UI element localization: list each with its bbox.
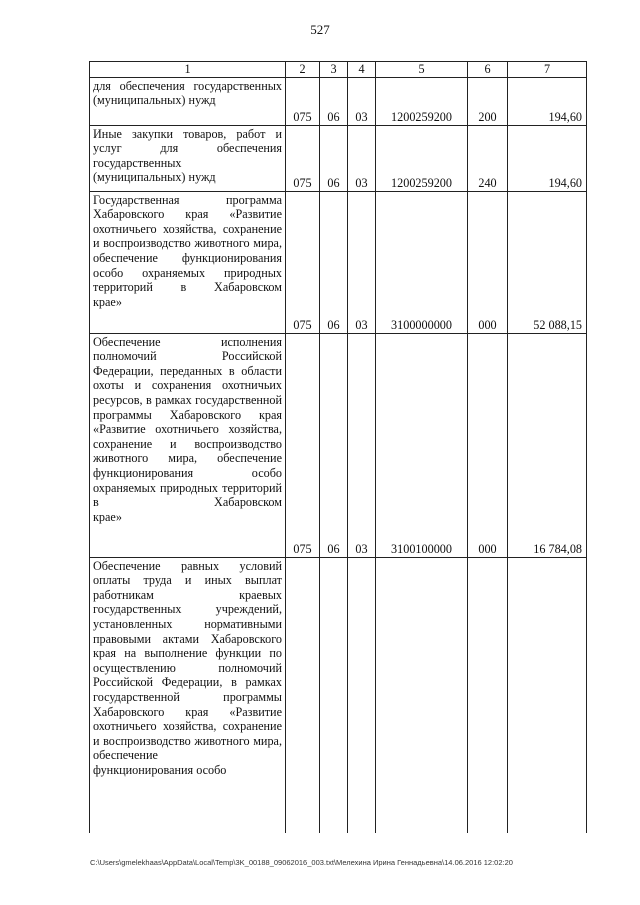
description-text: хозяйства, сохранение и [93, 719, 282, 748]
description-text: программы Хабаровского края [93, 689, 282, 719]
admin-code-cell: 075 [286, 333, 320, 557]
description-text: услуг для обеспечения [93, 141, 282, 156]
description-text: правовыми актами [93, 631, 199, 646]
description-text: территорий в Хабаровском [93, 280, 282, 295]
row-description [90, 77, 286, 125]
header-col-2: 2 [286, 62, 320, 78]
description-text: Обеспечение равных условий [93, 558, 282, 573]
header-col-7: 7 [508, 62, 587, 78]
description-last-line: (муниципальных) нужд [93, 170, 216, 185]
section-code-cell: 06 [320, 191, 348, 333]
description-text: полномочий Российской [93, 349, 282, 364]
description-text: «Развитие охотничьего [93, 704, 282, 734]
table-row [90, 191, 587, 333]
row-description [90, 191, 286, 333]
description-text: Хабаровского края на [93, 631, 282, 661]
amount-cell: 52 088,15 [508, 191, 587, 333]
description-text: государственной программы [93, 392, 283, 422]
admin-code-cell: 075 [286, 191, 320, 333]
description-text: охотничьего хозяйства, [155, 422, 283, 437]
description-text: государственных [93, 155, 182, 170]
description-text: работникам краевых [93, 587, 282, 602]
description-text: государственных учреждений, [93, 602, 282, 617]
section-code-cell: 06 [320, 333, 348, 557]
amount-cell: 194,60 [508, 125, 587, 191]
header-col-4: 4 [348, 62, 376, 78]
section-code-cell: 06 [320, 125, 348, 191]
header-col-5: 5 [376, 62, 468, 78]
description-text: Хабаровского края «Развитие [93, 407, 282, 437]
description-text: Федерации, переданных в [93, 363, 235, 378]
description-last-line: крае» [93, 509, 122, 524]
subsection-code-cell: 03 [348, 77, 376, 125]
table-row [90, 125, 587, 191]
expense-type-cell: 200 [468, 77, 508, 125]
subsection-code-cell: 03 [348, 333, 376, 557]
table-row [90, 333, 587, 557]
description-text: для обеспечения [93, 78, 185, 93]
table-row [90, 77, 587, 125]
description-text: охраняемых природных [93, 480, 219, 495]
section-code-cell [320, 557, 348, 833]
target-article-cell: 3100000000 [376, 191, 468, 333]
admin-code-cell [286, 557, 320, 833]
description-text: Российской Федерации, в [93, 675, 237, 690]
description-text: осуществлению полномочий [93, 660, 282, 675]
header-col-6: 6 [468, 62, 508, 78]
description-text: функционирования особо [93, 250, 282, 280]
description-text: сохранение и воспроизводство [93, 221, 282, 251]
description-text: установленных нормативными [93, 616, 282, 631]
row-description [90, 333, 286, 557]
target-article-cell: 1200259200 [376, 77, 468, 125]
file-path-footer: C:\Users\gmelekhaas\AppData\Local\Temp\3K_00188_09062016_003.txt\Мелехина Ирина Геннадьевна\14.06.2016 12:02:20 [90, 858, 513, 867]
description-text: области охоты и сохранения [93, 363, 282, 393]
description-text: Хабаровского края «Развитие [93, 207, 282, 222]
description-text: воспроизводство животного [103, 733, 250, 748]
description-text: сохранение и воспроизводство [93, 436, 282, 451]
admin-code-cell: 075 [286, 77, 320, 125]
subsection-code-cell: 03 [348, 125, 376, 191]
description-text: выполнение функции по [144, 646, 283, 661]
description-text: охраняемых природных [142, 265, 282, 280]
description-last-line: (муниципальных) нужд [93, 93, 216, 108]
description-text: рамках государственной [93, 675, 282, 704]
description-text: территорий в Хабаровском [93, 480, 282, 510]
header-col-1: 1 [90, 62, 286, 78]
page-number: 527 [310, 22, 330, 37]
amount-cell: 194,60 [508, 77, 587, 125]
section-code-cell: 06 [320, 77, 348, 125]
description-text: охотничьих ресурсов, в рамках [93, 378, 282, 407]
description-text: мира, обеспечение [93, 733, 283, 763]
subsection-code-cell: 03 [348, 191, 376, 333]
header-row [90, 62, 587, 78]
subsection-code-cell [348, 557, 376, 833]
expense-type-cell [468, 557, 508, 833]
target-article-cell [376, 557, 468, 833]
table-row [90, 557, 587, 833]
target-article-cell: 1200259200 [376, 125, 468, 191]
target-article-cell: 3100100000 [376, 333, 468, 557]
description-text: функционирования особо [93, 465, 282, 480]
description-text: оплаты труда и иных выплат [93, 573, 282, 588]
budget-table [89, 61, 587, 833]
description-text: животного мира, обеспечение [93, 236, 282, 265]
description-text: животного мира, обеспечение [93, 451, 282, 466]
description-last-line: крае» [93, 294, 122, 309]
expense-type-cell: 000 [468, 333, 508, 557]
row-description [90, 125, 286, 191]
amount-cell [508, 557, 587, 833]
header-col-3: 3 [320, 62, 348, 78]
amount-cell: 16 784,08 [508, 333, 587, 557]
description-text: Обеспечение исполнения [93, 334, 282, 349]
row-description [90, 557, 286, 833]
description-text: государственных [193, 78, 282, 93]
description-text: охотничьего хозяйства, [93, 221, 217, 236]
expense-type-cell: 000 [468, 191, 508, 333]
admin-code-cell: 075 [286, 125, 320, 191]
description-text: Государственная программа [93, 192, 282, 207]
description-last-line: функционирования особо [93, 762, 227, 777]
expense-type-cell: 240 [468, 125, 508, 191]
description-text: Иные закупки товаров, работ и [93, 126, 282, 141]
